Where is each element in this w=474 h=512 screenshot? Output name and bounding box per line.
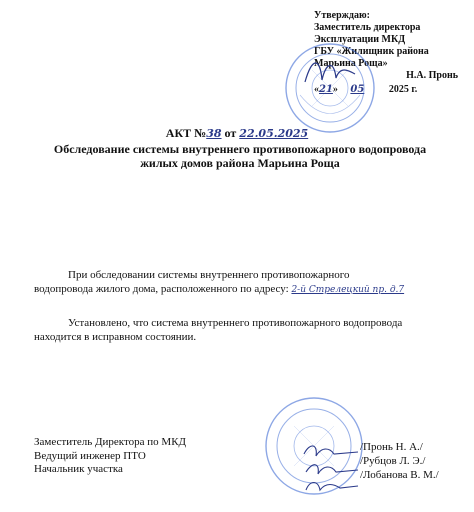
name-2: /Рубцов Л. Э./ (360, 455, 426, 467)
paragraph2-line2: находится в исправном состоянии. (34, 331, 197, 343)
role-2: Ведущий инженер ПТО (34, 449, 146, 462)
signature-roles (34, 436, 186, 477)
signatures-handwritten (300, 440, 364, 496)
paragraph1-line2-text: водопровода жилого дома, расположенного по адресу: (34, 283, 289, 295)
approval-signer: Н.А. Пронь (406, 70, 458, 81)
signature-top (300, 52, 360, 92)
act-date-prefix: от (224, 126, 237, 140)
approval-line4: Марьина Роща» (314, 58, 388, 69)
act-number: 38 (206, 127, 222, 140)
approval-line1: Заместитель директора (314, 22, 421, 33)
signature-names (360, 440, 439, 482)
paragraph-inspection (34, 268, 454, 297)
paragraph1-line1: При обследовании системы внутреннего противопожарного (68, 269, 350, 281)
address-handwritten: 2-й Стрелецкий пр. д.7 (291, 285, 405, 295)
approval-line3: ГБУ «Жилищник района (314, 46, 429, 57)
name-1: /Пронь Н. А./ (360, 441, 423, 453)
subtitle-line1: Обследование системы внутреннего противопожарного водопровода (53, 142, 427, 156)
act-date: 22.05.2025 (239, 127, 309, 140)
approval-heading: Утверждаю: (314, 10, 370, 21)
date-quote-open: « (314, 84, 319, 95)
act-prefix: АКТ № (165, 126, 207, 140)
date-quote-close: » (332, 84, 338, 95)
date-month: 05 (350, 84, 365, 95)
paragraph1-line2 (34, 282, 454, 297)
act-title (0, 126, 474, 141)
subtitle-line2: жилых домов района Марьина Роща (140, 156, 340, 170)
role-3: Начальник участка (34, 463, 123, 475)
document-subtitle (30, 142, 450, 170)
paragraph-conclusion (34, 316, 464, 344)
name-3: /Лобанова В. М./ (360, 469, 439, 481)
date-day: 21 (319, 84, 333, 95)
paragraph2-line1: Установлено, что система внутреннего противопожарного водопровода (68, 317, 403, 329)
approval-line2: Эксплуатации МКД (314, 34, 406, 45)
date-year: 2025 г. (388, 84, 418, 95)
role-1: Заместитель Директора по МКД (34, 436, 187, 448)
